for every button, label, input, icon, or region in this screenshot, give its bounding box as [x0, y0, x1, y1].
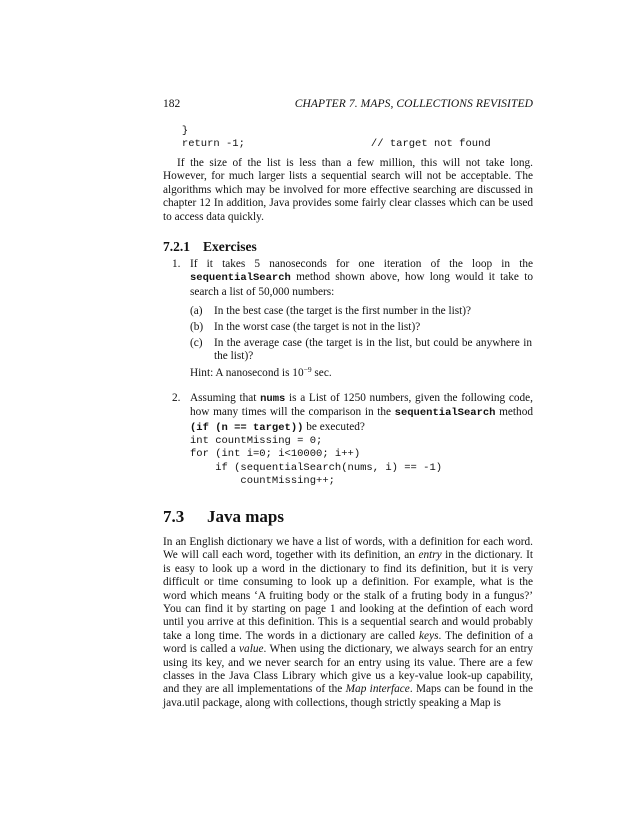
exercise-part-c: [190, 337, 532, 364]
chapter-title: CHAPTER 7. MAPS, COLLECTIONS REVISITED: [294, 98, 533, 110]
paragraph-java-maps: [163, 536, 533, 710]
inline-code: (if (n == target)): [190, 421, 304, 434]
part-label: (b): [190, 321, 204, 333]
subsection-number: 7.2.1: [163, 239, 190, 254]
paragraph-sequential-search: If the size of the list is less than a few million, this will not take long. However, for much larger lists a sequential search will not be acceptable. The algorithms which may be involved for more effective searching are discussed in chapter 12 In addition, Java provides some fairly clear classes which can be used to access data quickly.: [163, 157, 533, 223]
exercise-part-b: [190, 321, 532, 334]
emphasis: keys: [419, 629, 439, 642]
text-run: . The definition of a word is called a: [163, 629, 533, 656]
part-text: In the average case (the target is in the list, but could be anywhere in the list)?: [214, 337, 532, 363]
text-run: . Maps can be found in the java.util package, along with collections, though strictly speaking a Map is: [163, 683, 533, 709]
emphasis: entry: [418, 549, 442, 562]
section-title: Java maps: [207, 507, 284, 526]
section-number: 7.3: [163, 507, 185, 526]
inline-code: sequentialSearch: [394, 407, 496, 420]
part-text: In the worst case (the target is not in the list)?: [214, 321, 421, 333]
text-run: If it takes 5 nanoseconds for one iteration of the loop in the: [190, 258, 533, 270]
exponent: −9: [303, 365, 312, 374]
text-run: be executed?: [303, 420, 365, 433]
exercise-label: 2.: [172, 392, 181, 404]
text-run: Assuming that: [190, 392, 261, 404]
emphasis: Map interface: [345, 683, 410, 696]
hint-text: [190, 367, 332, 380]
emphasis: value: [239, 643, 264, 656]
code-block-return: } return -1; // target not found: [181, 125, 491, 151]
text-run: method shown above, how long would it take to search a list of 50,000 numbers:: [190, 271, 533, 298]
subsection-title: Exercises: [203, 239, 257, 254]
exercise-item-1: [172, 258, 533, 299]
inline-code: nums: [260, 393, 286, 405]
exercise-text: [190, 392, 533, 435]
part-label: (c): [190, 337, 203, 349]
text-run: in the dictionary. It is easy to look up a word in the dictionary to find its definition, but it is very difficult or time consuming to look up a definition. For example, what is the word which means ‘A fruiting body or the stalk of a fruting body in a fungus?’ You can find it by starting on page 1 and looking at the defintion of each word until you arrive at this definition. This is a sequential search and would probably take a long time. The words in a dictionary are called: [163, 549, 533, 642]
text-run: . When using the dictionary, we always search for an entry using its key, and we never search for an entry using its value. There are a few classes in the Java Class Library which give us a key-value look-up capability, and they are all implementations of the: [163, 643, 533, 696]
text-run: is a List of 1250 numbers, given the following code, how many times will the comparison in the: [190, 392, 533, 419]
exercise-part-a: [190, 305, 532, 318]
section-heading: [163, 507, 533, 527]
running-head: [163, 98, 533, 114]
text-run: In an English dictionary we have a list of words, with a definition for each word. We will call each word, together with its definition, an: [163, 536, 533, 562]
exercise-text: [190, 258, 533, 299]
text-run: Hint: A nanosecond is 10: [190, 367, 304, 379]
page-number: 182: [163, 98, 181, 110]
exercise-label: 1.: [172, 258, 181, 270]
exercise-item-2: [172, 392, 533, 435]
inline-code: sequentialSearch: [190, 272, 291, 285]
part-label: (a): [190, 305, 203, 317]
code-block-count-missing: int countMissing = 0; for (int i=0; i<10000; i++) if (sequentialSearch(nums, i) == -1) countMissing++;: [190, 435, 443, 488]
part-text: In the best case (the target is the first number in the list)?: [214, 305, 472, 317]
text-run: sec.: [311, 367, 332, 379]
text-run: method: [495, 406, 533, 419]
subsection-heading: [163, 239, 533, 255]
